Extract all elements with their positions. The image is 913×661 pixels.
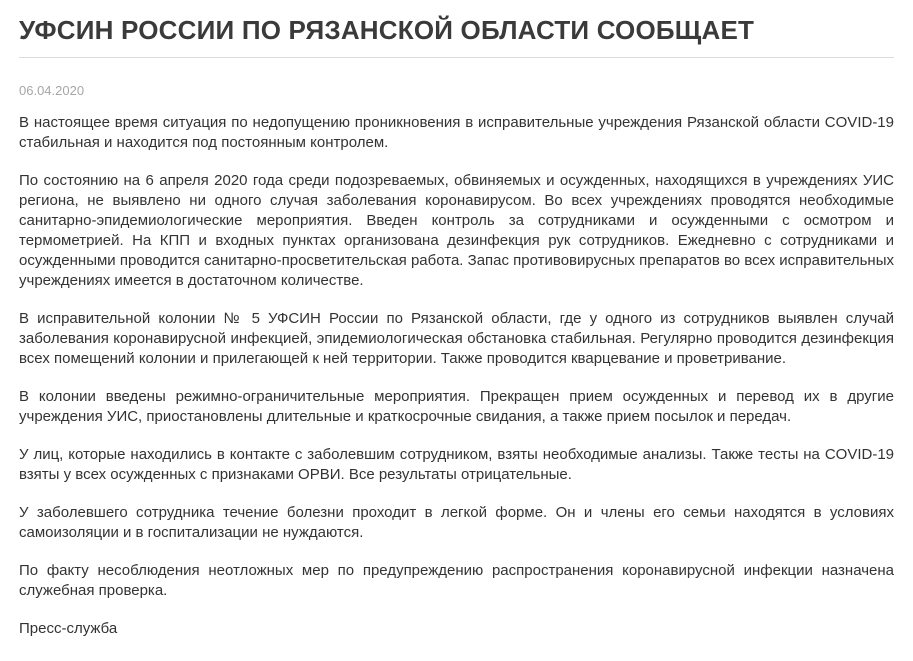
title-divider [19,57,894,58]
article-paragraph: По состоянию на 6 апреля 2020 года среди подозреваемых, обвиняемых и осужденных, находящихся в учреждениях УИС региона, не выявлено ни одного случая заболевания коронавирусом. Во всех учреждениях проводятся необходимые санитарно-эпидемиологические мероприятия. Введен контроль за сотрудниками и осужденными с осмотром и термометрией. На КПП и входных пунктах организована дезинфекция рук сотрудников. Ежедневно с сотрудниками и осужденными проводится санитарно-просветительская работа. Запас противовирусных препаратов во всех исправительных учреждениях имеется в достаточном количестве. [19,172,894,289]
article-paragraph: У лиц, которые находились в контакте с заболевшим сотрудником, взяты необходимые анализы. Также тесты на COVID-19 взяты у всех осужденных с признаками ОРВИ. Все результаты отрицательные. [19,446,894,483]
article-paragraph: В настоящее время ситуация по недопущению проникновения в исправительные учреждения Рязанской области COVID-19 стабильная и находится под постоянным контролем. [19,114,894,151]
article-title: УФСИН РОССИИ ПО РЯЗАНСКОЙ ОБЛАСТИ СООБЩАЕТ [19,15,755,45]
article-signature: Пресс-служба [19,620,118,637]
article-body [19,113,894,639]
article-paragraph: В колонии введены режимно-ограничительные мероприятия. Прекращен прием осужденных и перевод их в другие учреждения УИС, приостановлены длительные и краткосрочные свидания, а также прием посылок и передач. [19,388,894,425]
article-date: 06.04.2020 [19,83,85,98]
article-paragraph: У заболевшего сотрудника течение болезни проходит в легкой форме. Он и члены его семьи находятся в условиях самоизоляции и в госпитализации не нуждаются. [19,504,894,541]
article-paragraph: В исправительной колонии № 5 УФСИН России по Рязанской области, где у одного из сотрудников выявлен случай заболевания коронавирусной инфекцией, эпидемиологическая обстановка стабильная. Регулярно проводится дезинфекция всех помещений колонии и прилегающей к ней территории. Также проводится кварцевание и проветривание. [19,310,894,367]
article-paragraph: По факту несоблюдения неотложных мер по предупреждению распространения коронавирусной инфекции назначена служебная проверка. [19,562,894,599]
